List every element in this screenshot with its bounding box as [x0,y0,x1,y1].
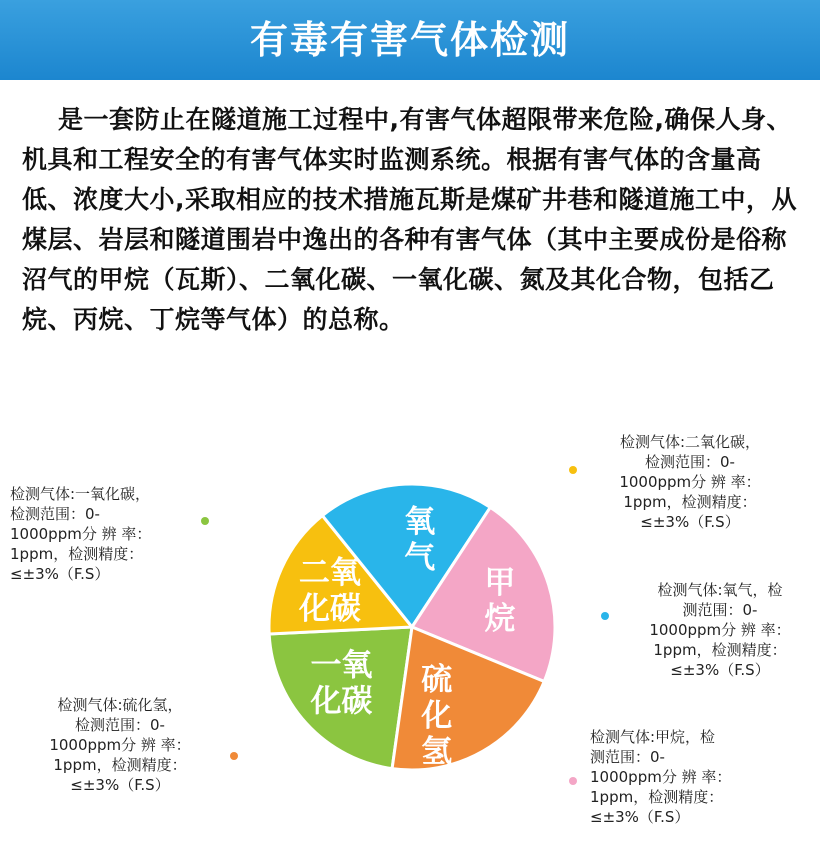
annotation-line: 1ppm，检测精度： [623,493,757,511]
annotation-line: 1000ppm分 辨 率： [590,768,732,786]
annotation-line: 检测气体:甲烷，检 [590,728,716,746]
annotation-line: 检测气体:氧气，检 [657,581,783,599]
annotation-line: 1000ppm分 辨 率： [49,736,191,754]
annotation-line: 检测范围：0- [645,453,735,471]
annotation-line: 测范围：0- [682,601,758,619]
page-title: 有毒有害气体检测 [249,18,570,62]
slice-label: 氧 [404,504,436,541]
slice-label: 硫 [421,662,453,699]
slice-label: 甲 [484,564,516,601]
annotation-line: 1ppm，检测精度： [590,788,724,806]
slice-label: 气 [404,540,436,577]
slice-label: 化碳 [310,683,373,720]
slice-label: 化 [421,698,453,735]
slice-label: 氢 [421,734,453,771]
annotation-line: 检测范围：0- [10,505,100,523]
annotation-line: ≤±3%（F.S） [670,661,770,679]
annotation-line: 1ppm，检测精度： [53,756,187,774]
annotation-line: ≤±3%（F.S） [640,513,740,531]
annotation-line: 1000ppm分 辨 率： [10,525,152,543]
slice-label: 一氧 [310,647,373,684]
annotation-line: ≤±3%（F.S） [590,808,690,826]
annotation-line: 1ppm，检测精度： [10,545,144,563]
intro-paragraph: 是一套防止在隧道施工过程中,有害气体超限带来危险,确保人身、机具和工程安全的有害气体实时监测系统。根据有害气体的含量高低、浓度大小,采取相应的技术措施瓦斯是煤矿井巷和隧道施工中，从煤层、岩层和隧道围岩中逸出的各种有害气体（其中主要成份是俗称沼气的甲烷（瓦斯）、二氧化碳、一氧化碳、氮及其化合物，包括乙烷、丙烷、丁烷等气体）的总称。 [22,105,797,334]
co2-marker-dot [569,466,577,474]
annotation-line: 1000ppm分 辨 率： [649,621,791,639]
co-marker-dot [201,517,209,525]
slice-label: 烷 [484,600,516,637]
annotation-o2 [620,580,820,680]
slice-label: 化碳 [298,591,361,628]
h2s-marker-dot [230,752,238,760]
annotation-h2s [20,695,220,795]
annotation-co [10,484,151,584]
annotation-line: ≤±3%（F.S） [10,565,110,583]
annotation-line: 检测气体:硫化氢， [57,696,183,714]
o2-marker-dot [601,612,609,620]
annotation-line: 1ppm，检测精度： [653,641,787,659]
annotation-line: 测范围：0- [590,748,665,766]
slice-label: 二氧 [298,555,361,592]
annotation-line: 1000ppm分 辨 率： [619,473,761,491]
annotation-ch4 [590,727,731,827]
annotation-line: 检测气体:一氧化碳， [10,485,151,503]
annotation-line: ≤±3%（F.S） [70,776,170,794]
ch4-marker-dot [569,777,577,785]
annotation-line: 检测范围：0- [75,716,165,734]
annotation-co2 [590,432,790,532]
annotation-line: 检测气体:二氧化碳， [619,433,761,451]
